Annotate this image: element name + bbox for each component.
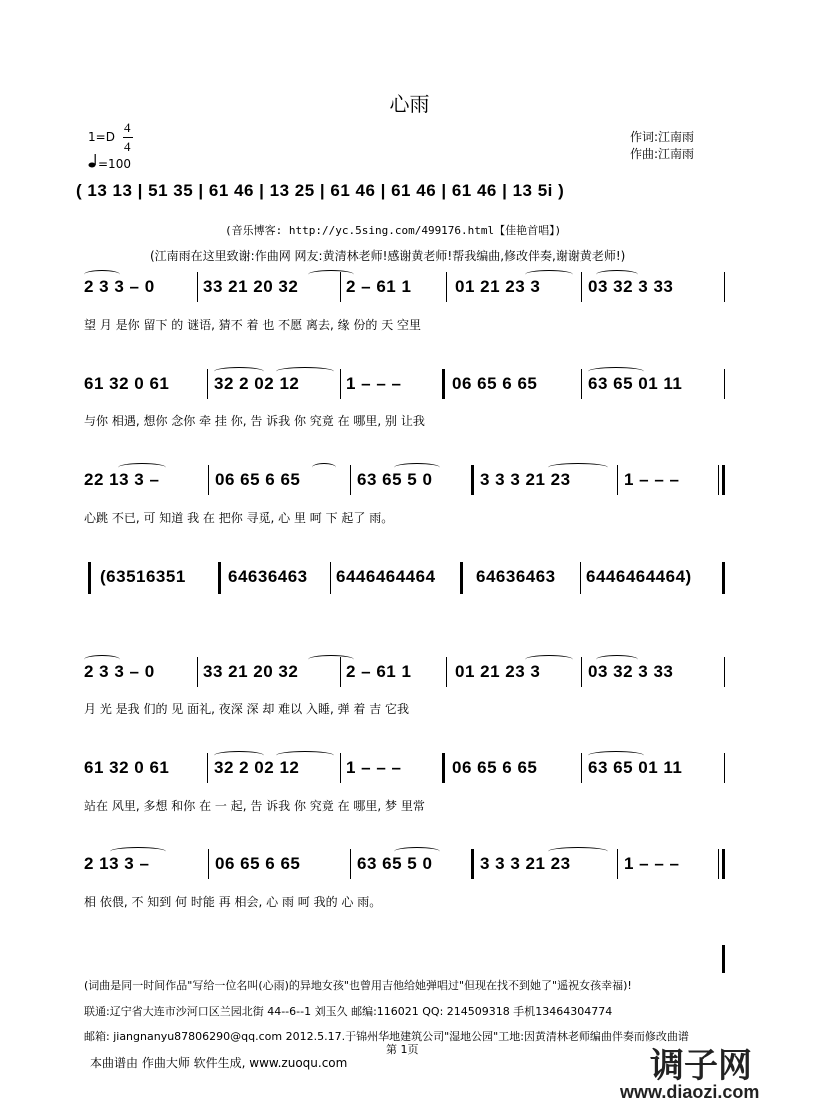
measure: 2 – 61 1 — [346, 662, 412, 681]
repeat-barline — [442, 753, 445, 783]
lyricist-credit: 作词:江南雨 — [630, 130, 695, 144]
slur — [596, 270, 638, 279]
repeat-barline — [722, 562, 725, 594]
slur — [276, 367, 334, 376]
measure: 33 21 20 32 — [203, 662, 299, 681]
barline — [617, 465, 618, 495]
slur — [276, 751, 334, 760]
measure: 32 2 02 12 — [214, 758, 300, 777]
key-signature: 1=D — [88, 130, 115, 144]
quarter-note-icon — [88, 153, 98, 173]
barline — [350, 465, 351, 495]
page-number: 第 1页 — [386, 1043, 419, 1056]
time-sig-bottom: 4 — [124, 139, 131, 154]
end-barline — [722, 945, 725, 973]
footer-email: 邮箱: jiangnanyu87806290@qq.com 2012.5.17.于锦州华地建筑公司"湿地公园"工地:因黄清林老师编曲伴奏而修改曲谱 — [84, 1030, 689, 1043]
barline — [581, 369, 582, 399]
barline — [446, 272, 447, 302]
footer-note: (词曲是同一时间作品"写给一位名叫(心雨)的异地女孩"也曾用吉他给她弹唱过"但现在找不到她了"遥祝女孩幸福)! — [84, 979, 632, 992]
barline — [724, 272, 725, 302]
barline — [581, 657, 582, 687]
end-barline — [722, 465, 725, 495]
slur — [84, 270, 120, 279]
barline — [207, 369, 208, 399]
slur — [548, 463, 608, 472]
interlude-measure: 64636463 — [476, 567, 556, 586]
slur — [525, 270, 573, 279]
barline — [340, 753, 341, 783]
barline — [208, 849, 209, 879]
slur — [394, 463, 440, 472]
song-title: 心雨 — [389, 92, 430, 116]
barline — [581, 753, 582, 783]
barline — [340, 369, 341, 399]
interlude-measure: 6446464464 — [336, 567, 436, 586]
thanks-line: (江南雨在这里致谢:作曲网 网友:黄清林老师!感谢黄老师!帮我编曲,修改伴奏,谢谢黄老师!) — [150, 249, 626, 263]
time-sig-line — [123, 137, 133, 138]
barline — [724, 657, 725, 687]
slur — [596, 655, 638, 664]
barline — [330, 562, 331, 594]
measure: 06 65 6 65 — [215, 854, 301, 873]
measure: 1 – – – — [346, 758, 402, 777]
watermark-logo: 调子网 — [650, 1046, 752, 1086]
end-barline — [722, 849, 725, 879]
lyric-line: 心跳 不已, 可 知道 我 在 把你 寻觅, 心 里 呵 下 起了 雨。 — [84, 511, 394, 525]
lyric-line: 站在 风里, 多想 和你 在 一 起, 告 诉我 你 究竟 在 哪里, 梦 里常 — [84, 799, 425, 813]
measure: 06 65 6 65 — [452, 374, 538, 393]
repeat-barline — [442, 369, 445, 399]
measure: 3 3 3 21 23 — [480, 470, 571, 489]
measure: 63 65 5 0 — [357, 854, 433, 873]
barline — [724, 369, 725, 399]
slur — [588, 367, 644, 376]
barline — [208, 465, 209, 495]
measure: 33 21 20 32 — [203, 277, 299, 296]
lyric-line: 相 依偎, 不 知到 何 时能 再 相会, 心 雨 呵 我的 心 雨。 — [84, 895, 382, 909]
lyric-line: 望 月 是你 留下 的 谜语, 猜不 着 也 不愿 离去, 缘 份的 天 空里 — [84, 318, 422, 332]
slur — [214, 367, 264, 376]
footer-contact: 联通:辽宁省大连市沙河口区兰园北街 44--6--1 刘玉久 邮编:116021 QQ: 214509318 手机13464304774 — [84, 1005, 613, 1018]
watermark-url: www.diaozi.com — [620, 1082, 760, 1102]
measure: 63 65 01 11 — [588, 758, 683, 777]
blog-line: (音乐博客: http://yc.5sing.com/499176.html【佳艳首唱】) — [225, 224, 562, 237]
measure: 63 65 01 11 — [588, 374, 683, 393]
measure: 1 – – – — [624, 470, 680, 489]
measure: 22 13 3 – — [84, 470, 160, 489]
measure: 61 32 0 61 — [84, 758, 170, 777]
measure: 32 2 02 12 — [214, 374, 300, 393]
repeat-barline — [460, 562, 463, 594]
measure: 03 32 3 33 — [588, 662, 674, 681]
slur — [308, 655, 354, 664]
barline — [197, 657, 198, 687]
barline — [207, 753, 208, 783]
measure: 3 3 3 21 23 — [480, 854, 571, 873]
barline — [580, 562, 581, 594]
measure: 03 32 3 33 — [588, 277, 674, 296]
barline — [718, 465, 719, 495]
measure: 06 65 6 65 — [452, 758, 538, 777]
measure: 2 – 61 1 — [346, 277, 412, 296]
measure: 2 13 3 – — [84, 854, 150, 873]
measure: 2 3 3 – 0 — [84, 662, 155, 681]
measure: 01 21 23 3 — [455, 662, 541, 681]
barline — [581, 272, 582, 302]
slur — [548, 847, 608, 856]
interlude-measure: 64636463 — [228, 567, 308, 586]
repeat-barline — [471, 465, 474, 495]
slur — [588, 751, 644, 760]
repeat-barline — [471, 849, 474, 879]
slur — [84, 655, 120, 664]
intro-line: ( 13 13 | 51 35 | 61 46 | 13 25 | 61 46 | 61 46 | 61 46 | 13 5i ) — [76, 181, 565, 200]
measure: 01 21 23 3 — [455, 277, 541, 296]
barline — [350, 849, 351, 879]
barline — [718, 849, 719, 879]
barline — [617, 849, 618, 879]
interlude-measure: 6446464464) — [586, 567, 692, 586]
slur — [394, 847, 440, 856]
lyric-line: 与你 相遇, 想你 念你 牵 挂 你, 告 诉我 你 究竟 在 哪里, 别 让我 — [84, 414, 425, 428]
measure: 61 32 0 61 — [84, 374, 170, 393]
tempo-marking: =100 — [98, 157, 131, 171]
barline — [724, 753, 725, 783]
measure: 1 – – – — [346, 374, 402, 393]
measure: 63 65 5 0 — [357, 470, 433, 489]
slur — [308, 270, 354, 279]
barline — [446, 657, 447, 687]
slur — [110, 847, 166, 856]
time-sig-top: 4 — [124, 120, 131, 135]
measure: 1 – – – — [624, 854, 680, 873]
repeat-barline — [218, 562, 221, 594]
interlude-measure: (63516351 — [100, 567, 186, 586]
slur — [312, 463, 336, 472]
measure: 06 65 6 65 — [215, 470, 301, 489]
barline — [197, 272, 198, 302]
generator-credit: 本曲谱由 作曲大师 软件生成, www.zuoqu.com — [90, 1056, 348, 1070]
composer-credit: 作曲:江南雨 — [630, 147, 695, 161]
measure: 2 3 3 – 0 — [84, 277, 155, 296]
slur — [118, 463, 166, 472]
slur — [214, 751, 264, 760]
slur — [525, 655, 573, 664]
lyric-line: 月 光 是我 们的 见 面礼, 夜深 深 却 难以 入睡, 弹 着 吉 它我 — [84, 702, 410, 716]
repeat-barline — [88, 562, 91, 594]
